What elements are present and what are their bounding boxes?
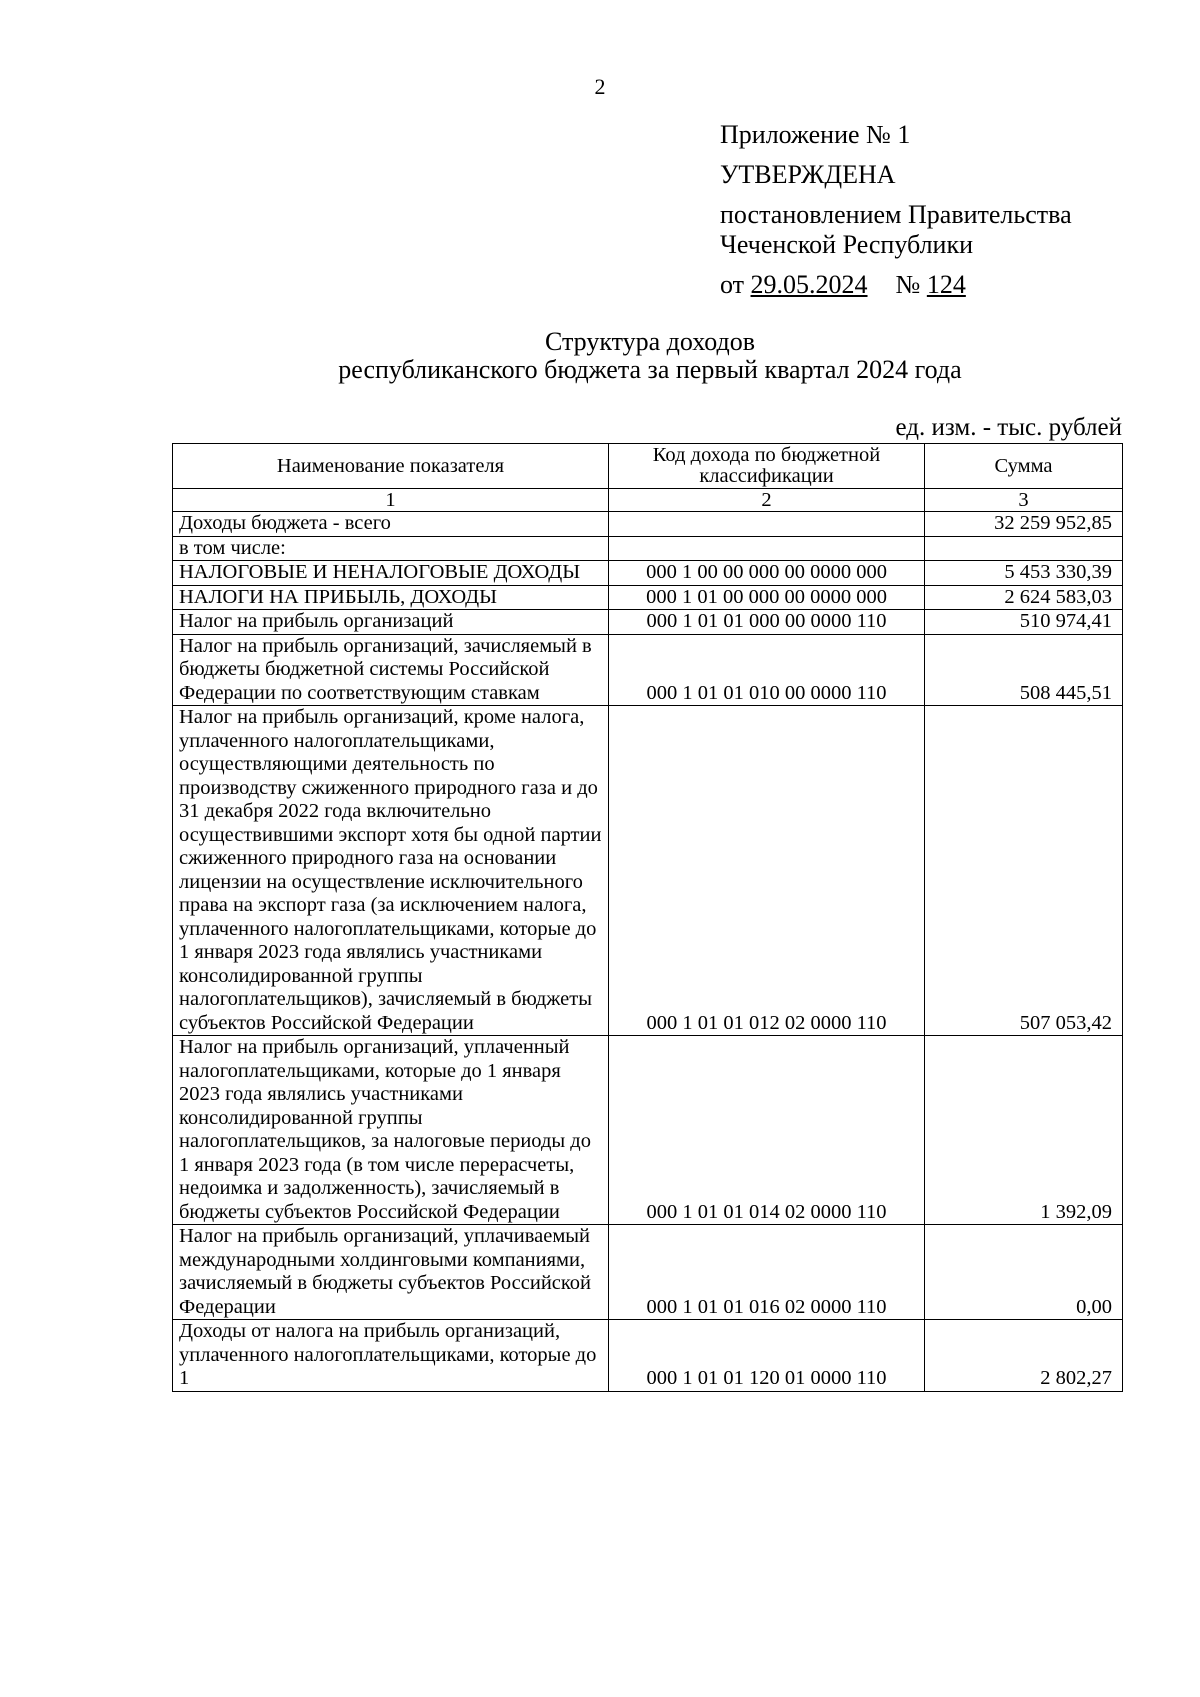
row-name: Доходы бюджета - всего xyxy=(173,512,609,537)
row-sum: 5 453 330,39 xyxy=(925,561,1123,586)
row-name: Доходы от налога на прибыль организаций, уплаченного налогоплательщиками, которые до 1 xyxy=(173,1320,609,1392)
number-prefix: № xyxy=(895,270,921,299)
header-sum: Сумма xyxy=(925,444,1123,489)
table-row xyxy=(173,585,1123,610)
row-code xyxy=(609,512,925,537)
row-code: 000 1 00 00 000 00 0000 000 xyxy=(609,561,925,586)
date-prefix: от xyxy=(720,270,745,299)
column-number: 1 xyxy=(173,489,609,512)
approval-date: 29.05.2024 xyxy=(750,270,868,299)
column-number-row xyxy=(173,489,1123,512)
row-sum: 508 445,51 xyxy=(925,634,1123,706)
row-code: 000 1 01 01 012 02 0000 110 xyxy=(609,706,925,1036)
table-header-row xyxy=(173,444,1123,489)
table-row xyxy=(173,561,1123,586)
row-code: 000 1 01 01 120 01 0000 110 xyxy=(609,1320,925,1392)
row-name: НАЛОГОВЫЕ И НЕНАЛОГОВЫЕ ДОХОДЫ xyxy=(173,561,609,586)
row-name: Налог на прибыль организаций, кроме налога, уплаченного налогоплательщиками, осуществляющими деятельность по производству сжиженного природного газа и до 31 декабря 2022 года включительно осуществившими экспорт хотя бы одной партии сжиженного природного газа на основании лицензии на осуществление исключительного права на экспорт газа (за исключением налога, уплаченного налогоплательщиками, которые до 1 января 2023 года являлись участниками консолидированной группы налогоплательщиков), зачисляемый в бюджеты субъектов Российской Федерации xyxy=(173,706,609,1036)
approved-label: УТВЕРЖДЕНА xyxy=(720,160,896,189)
row-sum: 2 802,27 xyxy=(925,1320,1123,1392)
title-line1: Структура доходов xyxy=(544,327,756,356)
table-row xyxy=(173,1036,1123,1225)
row-name: Налог на прибыль организаций, зачисляемый в бюджеты бюджетной системы Российской Федерации по соответствующим ставкам xyxy=(173,634,609,706)
row-name: Налог на прибыль организаций, уплачиваемый международными холдинговыми компаниями, зачисляемый в бюджеты субъектов Российской Федерации xyxy=(173,1225,609,1320)
row-code xyxy=(609,536,925,561)
approval-block xyxy=(720,120,1072,300)
row-sum: 0,00 xyxy=(925,1225,1123,1320)
column-number: 3 xyxy=(925,489,1123,512)
table-row xyxy=(173,634,1123,706)
table-row xyxy=(173,536,1123,561)
header-code: Код дохода по бюджетной классификации xyxy=(609,444,925,489)
row-sum: 2 624 583,03 xyxy=(925,585,1123,610)
row-sum: 510 974,41 xyxy=(925,610,1123,635)
column-number: 2 xyxy=(609,489,925,512)
budget-revenue-table xyxy=(172,443,1123,1392)
row-name: НАЛОГИ НА ПРИБЫЛЬ, ДОХОДЫ xyxy=(173,585,609,610)
row-code: 000 1 01 01 016 02 0000 110 xyxy=(609,1225,925,1320)
document-title xyxy=(0,328,1200,384)
units-label: ед. изм. - тыс. рублей xyxy=(895,414,1122,441)
row-code: 000 1 01 01 014 02 0000 110 xyxy=(609,1036,925,1225)
approval-date-line xyxy=(720,270,1072,300)
row-sum: 32 259 952,85 xyxy=(925,512,1123,537)
row-sum: 1 392,09 xyxy=(925,1036,1123,1225)
table-row xyxy=(173,706,1123,1036)
row-name: в том числе: xyxy=(173,536,609,561)
row-code: 000 1 01 01 000 00 0000 110 xyxy=(609,610,925,635)
row-code: 000 1 01 00 000 00 0000 000 xyxy=(609,585,925,610)
row-name: Налог на прибыль организаций xyxy=(173,610,609,635)
page-number: 2 xyxy=(594,74,606,99)
row-code: 000 1 01 01 010 00 0000 110 xyxy=(609,634,925,706)
approval-number: 124 xyxy=(926,270,966,299)
row-sum xyxy=(925,536,1123,561)
row-sum: 507 053,42 xyxy=(925,706,1123,1036)
approved-by-line2: Чеченской Республики xyxy=(720,230,974,259)
table-row xyxy=(173,1320,1123,1392)
header-name: Наименование показателя xyxy=(173,444,609,489)
appendix-label: Приложение № 1 xyxy=(720,120,911,149)
table-row xyxy=(173,1225,1123,1320)
approved-by-line1: постановлением Правительства xyxy=(720,200,1072,229)
table-row xyxy=(173,610,1123,635)
row-name: Налог на прибыль организаций, уплаченный налогоплательщиками, которые до 1 января 2023 года являлись участниками консолидированной группы налогоплательщиков, за налоговые периоды до 1 января 2023 года (в том числе перерасчеты, недоимка и задолженность), зачисляемый в бюджеты субъектов Российской Федерации xyxy=(173,1036,609,1225)
title-line2: республиканского бюджета за первый квартал 2024 года xyxy=(338,355,962,384)
table-row xyxy=(173,512,1123,537)
